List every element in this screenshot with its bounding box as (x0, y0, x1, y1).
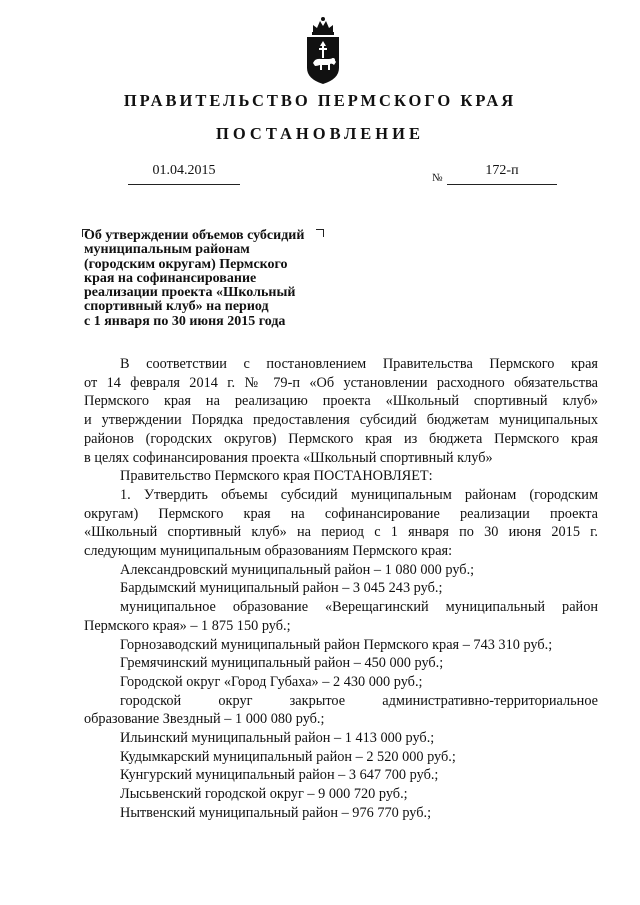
subsidy-entry-text: Горнозаводский муниципальный район Пермского края – 743 310 руб.; (120, 636, 553, 653)
subject-line: края на софинансирование (84, 270, 257, 286)
item-1-line: «Школьный спортивный клуб» на период с 1 января по 30 июня 2015 г. (84, 524, 598, 541)
document-type-title: ПОСТАНОВЛЕНИЕ (216, 124, 424, 143)
subsidy-entry-text: Пермского края» – 1 875 150 руб.; (84, 617, 291, 634)
government-title: ПРАВИТЕЛЬСТВО ПЕРМСКОГО КРАЯ (123, 91, 517, 110)
subsidy-entry (84, 729, 598, 748)
subject-line: (городским округам) Пермского (84, 256, 288, 272)
subsidy-entry-text: муниципальное образование «Верещагинский муниципальный район (120, 599, 598, 616)
number-label: № (432, 172, 443, 184)
subject-line: спортивный клуб» на период (84, 299, 269, 315)
subject-line: Об утверждении объемов субсидий (84, 228, 305, 243)
crown-icon (312, 17, 334, 35)
subsidy-entry-text: Городской округ «Город Губаха» – 2 430 000 руб.; (120, 673, 423, 690)
subsidy-entry (84, 598, 598, 635)
coat-of-arms-emblem (303, 16, 343, 86)
preamble-line: Пермского края на реализацию проекта «Школьный спортивный клуб» (84, 393, 598, 410)
preamble-line: в целях софинансирования проекта «Школьный спортивный клуб» (84, 449, 493, 466)
subsidy-entry (84, 654, 598, 673)
item-1-line: следующим муниципальным образованиям Пермского края: (84, 543, 453, 560)
subsidy-entry (84, 579, 598, 598)
subsidy-entry-text: Лысьвенский городской округ – 9 000 720 руб.; (120, 786, 408, 803)
subsidy-entry-text: городской округ закрытое административно-территориальное (120, 692, 598, 709)
subject-line: с 1 января по 30 июня 2015 года (84, 313, 286, 329)
number-underline (447, 184, 557, 185)
subsidy-entry-text: образование Звездный – 1 000 080 руб.; (84, 711, 325, 728)
item-1-line: 1. Утвердить объемы субсидий муниципальным районам (городским (120, 486, 598, 503)
subsidy-entry (84, 692, 598, 729)
subsidy-entry (84, 804, 598, 823)
subsidy-entry (84, 766, 598, 785)
preamble-line: и утверждении Порядка предоставления субсидий бюджетам муниципальных (84, 412, 598, 429)
document-date: 01.04.2015 (152, 163, 216, 178)
preamble-paragraph (84, 355, 598, 467)
subject-line: муниципальным районам (84, 242, 250, 258)
subsidy-entry (84, 785, 598, 804)
subsidy-entry-text: Ильинский муниципальный район – 1 413 000 руб.; (120, 730, 435, 747)
subsidy-entry (84, 748, 598, 767)
preamble-line: районов (городских округов) Пермского края из бюджета Пермского края (84, 430, 598, 447)
item-1-paragraph (84, 486, 598, 561)
subsidy-entry-text: Кудымкарский муниципальный район – 2 520 000 руб.; (120, 748, 456, 765)
preamble-line: от 14 февраля 2014 г. № 79-п «Об установлении расходного обязательства (84, 374, 598, 391)
document-number: 172-п (485, 163, 519, 178)
subsidy-entry-text: Бардымский муниципальный район – 3 045 243 руб.; (120, 580, 443, 597)
resolves-line (84, 467, 598, 486)
subsidy-entry-text: Александровский муниципальный район – 1 080 000 руб.; (120, 561, 475, 578)
resolves-text: Правительство Пермского края ПОСТАНОВЛЯЕТ: (120, 468, 433, 485)
subsidy-entry-text: Гремячинский муниципальный район – 450 000 руб.; (120, 655, 444, 672)
subsidy-entry (84, 561, 598, 580)
subsidy-entry-text: Нытвенский муниципальный район – 976 770 руб.; (120, 804, 432, 821)
document-body (84, 355, 598, 823)
item-1-line: округам) Пермского края на софинансирование реализации проекта (84, 505, 598, 522)
document-subject (84, 229, 329, 329)
preamble-line: В соответствии с постановлением Правительства Пермского края (120, 356, 598, 372)
subject-line: реализации проекта «Школьный (84, 285, 296, 301)
subsidy-entry-text: Кунгурский муниципальный район – 3 647 700 руб.; (120, 767, 439, 784)
subsidy-entry (84, 673, 598, 692)
subsidy-entry (84, 636, 598, 655)
date-underline (128, 184, 240, 185)
